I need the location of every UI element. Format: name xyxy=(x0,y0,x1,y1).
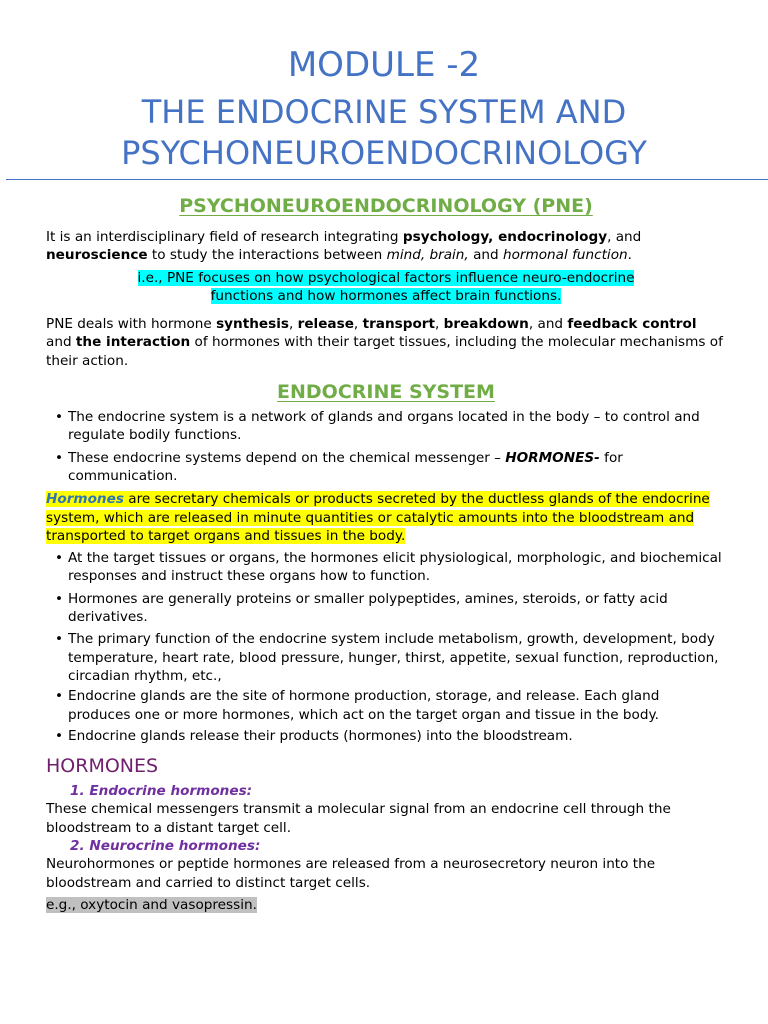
module-title: MODULE -2 xyxy=(287,45,481,85)
endocrine-bullets-a xyxy=(46,408,726,485)
text-run: for communication. xyxy=(68,449,623,484)
text-run: , and xyxy=(607,229,642,245)
definition-highlight xyxy=(46,491,710,544)
hormones-definition xyxy=(46,490,726,545)
list-item: • The primary function of the endocrine system include metabolism, growth, development, body temperature, heart rate, blood pressure, hunger, thirst, appetite, sexual function, reproduction, circadian rhythm, etc., xyxy=(46,630,726,685)
text-run: of hormones with their target tissues, including the molecular mechanisms of their action. xyxy=(46,334,723,369)
list-number: 2. xyxy=(70,838,85,855)
pne-highlight-note xyxy=(46,269,726,306)
document-body xyxy=(46,193,726,914)
text-run: PNE deals with hormone xyxy=(46,316,217,333)
pne-deals-paragraph xyxy=(46,315,726,370)
text-run: , xyxy=(288,316,298,333)
title-divider xyxy=(6,179,768,180)
bold-term: transport xyxy=(362,316,435,333)
hormone-example xyxy=(46,896,726,914)
list-item: • Endocrine glands release their products (hormones) into the bloodstream. xyxy=(46,727,726,745)
text-run: . xyxy=(627,247,632,264)
list-item: • Endocrine glands are the site of hormone production, storage, and release. Each gland produces one or more hormones, which act on the target organ and tissue in the body. xyxy=(46,687,726,724)
text-run: are secretary chemicals or products secreted by the ductless glands of the endocrine system, which are released in minute quantities or catalytic amounts into the bloodstream and transported to target organs and tissues in the body. xyxy=(46,491,710,544)
text-run: and xyxy=(468,247,503,264)
text-run: These endocrine systems depend on the chemical messenger – xyxy=(68,449,506,466)
text-run: It is an interdisciplinary field of research integrating xyxy=(46,229,403,245)
pne-intro-paragraph xyxy=(46,228,726,265)
endocrine-bullets-b xyxy=(46,549,726,745)
highlight-line: i.e., PNE focuses on how psychological factors influence neuro-endocrine xyxy=(137,269,635,286)
neurocrine-hormones-subheading xyxy=(46,837,726,855)
neurocrine-hormones-desc: Neurohormones or peptide hormones are released from a neurosecretory neuron into the bloodstream and carried to distinct target cells. xyxy=(46,856,656,891)
document-title-line1: THE ENDOCRINE SYSTEM AND xyxy=(141,93,627,131)
hormones-emphasis: HORMONES- xyxy=(505,449,600,466)
list-item: • Hormones are generally proteins or smaller polypeptides, amines, steroids, or fatty acid derivatives. xyxy=(46,590,726,627)
example-highlight: e.g., oxytocin and vasopressin. xyxy=(46,896,257,913)
subheading-text: Neurocrine hormones: xyxy=(89,838,261,855)
list-item xyxy=(46,449,726,486)
bold-term: synthesis xyxy=(216,316,289,333)
list-number: 1. xyxy=(70,783,85,800)
hormones-heading: HORMONES xyxy=(46,755,159,778)
bold-term: neuroscience xyxy=(46,247,148,264)
pne-heading: PSYCHONEUROENDOCRINOLOGY (PNE) xyxy=(179,195,593,217)
text-run: , xyxy=(353,316,363,333)
endocrine-hormones-desc: These chemical messengers transmit a molecular signal from an endocrine cell through the bloodstream to a distant target cell. xyxy=(46,801,671,836)
highlight-line: functions and how hormones affect brain functions. xyxy=(210,287,562,304)
bold-term: release xyxy=(297,316,354,333)
defined-term: Hormones xyxy=(46,491,124,508)
endocrine-hormones-subheading xyxy=(46,782,726,800)
subheading-text: Endocrine hormones: xyxy=(89,783,253,800)
bold-term: breakdown xyxy=(443,316,529,333)
list-item: • At the target tissues or organs, the hormones elicit physiological, morphologic, and biochemical responses and instruct these organs how to function. xyxy=(46,549,726,586)
italic-term: hormonal function xyxy=(502,247,628,264)
document-title-line2: PSYCHONEUROENDOCRINOLOGY xyxy=(121,134,647,172)
text-run: and xyxy=(46,334,76,351)
list-item: • The endocrine system is a network of glands and organs located in the body – to control and regulate bodily functions. xyxy=(46,408,726,445)
italic-term: mind, brain, xyxy=(386,247,469,264)
text-run: , xyxy=(435,316,444,333)
bold-term: psychology, endocrinology xyxy=(402,229,608,245)
bold-term: feedback control xyxy=(567,316,697,333)
text-run: , and xyxy=(528,316,568,333)
endocrine-heading: ENDOCRINE SYSTEM xyxy=(277,381,495,404)
text-run: to study the interactions between xyxy=(147,247,387,264)
bold-term: the interaction xyxy=(75,334,191,351)
